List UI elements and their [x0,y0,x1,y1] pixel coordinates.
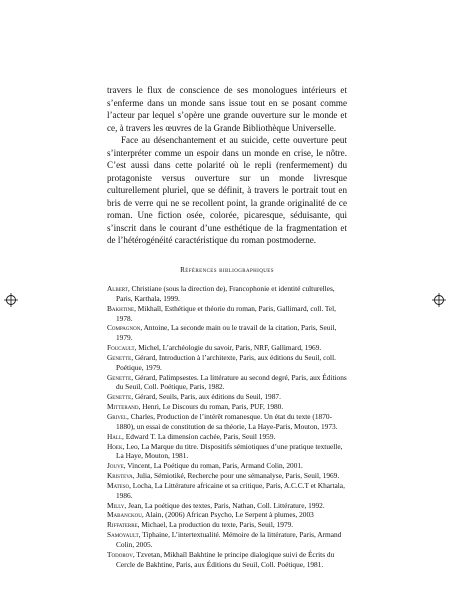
reference-entry [107,530,350,550]
reference-author: Hoek [107,441,123,451]
reference-author: Genette [107,392,132,402]
reference-details: , Mikhaïl, Esthétique et théorie du roman, Paris, Gallimard, coll. Tel, 1978. [116,303,336,323]
reference-entry [107,501,350,511]
reference-author: Genette [107,372,132,382]
reference-entry [107,304,350,324]
reference-author: Hall [107,431,123,441]
reference-details: , Leo, La Marque du titre. Dispositifs sémiotiques d’une pratique textuelle, La Haye, Mouton, 1981. [116,441,343,461]
reference-details: , Gérard, Seuils, Paris, aux éditions du Seuil, 1987. [131,392,281,402]
reference-author: Foucault [107,343,135,353]
reference-author: Grivel [107,411,128,421]
reference-author: Riffaterre [107,520,138,530]
reference-entry [107,343,350,353]
reference-author: Bakhtine [107,303,135,313]
body-paragraph: travers le flux de conscience de ses monologues intérieurs et s’enferme dans un monde sans issue tout en se posant comme l’acteur par lequel s’opère une grande ouverture sur le monde et ce, à travers les œuvres de la Grande Bibliothèque Universelle. [107,85,347,133]
references-heading [107,266,347,274]
body-paragraph: Face au désenchantement et au suicide, cette ouverture peut s’interpréter comme un espoir dans un monde en crise, le nôtre. C’est aussi dans cette polarité où le repli (renfermement) du protagoniste versus ouverture sur un monde livresque culturellement pluriel, que se définit, à travers le portrait tout en bris de verre qui ne se recollent point, la grande originalité de ce roman. Une fiction osée, colorée, picaresque, séduisante, qui s’inscrit dans le courant d’une esthétique de la fragmentation et de l’hétérogénéité caractéristique du roman postmoderne. [107,135,347,245]
reference-details: , Julia, Sémiotiké, Recherche pour une sémanalyse, Paris, Seuil, 1969. [132,471,340,481]
registration-mark-icon [4,293,18,307]
reference-details: , Locha, La Littérature africaine et sa critique, Paris, A.C.C.T et Khartala, 1986. [116,480,345,500]
reference-author: Compagnon [107,323,141,333]
reference-details: , Vincent, La Poétique du roman, Paris, Armand Colin, 2001. [123,461,303,471]
reference-entry [107,323,350,343]
reference-entry [107,550,350,570]
reference-entry [107,412,350,432]
reference-details: , Gérard, Palimpsestes. La littérature au second degré, Paris, aux Éditions du Seuil, Coll. Poétique, Paris, 1982. [116,372,347,392]
reference-details: , Jean, La poétique des textes, Paris, Nathan, Coll. Littérature, 1992. [124,500,325,510]
reference-details: , Antoine, La seconde main ou le travail de la citation, Paris, Seuil, 1979. [116,323,337,343]
reference-entry [107,353,350,373]
reference-entry [107,432,350,442]
reference-author: Mabanckou [107,510,142,520]
reference-entry [107,373,350,393]
reference-entry [107,461,350,471]
reference-author: Mateso [107,480,130,490]
body-text [107,84,347,247]
reference-entry [107,520,350,530]
reference-author: Milly [107,500,125,510]
references-list [107,284,350,569]
reference-details: , Edward T. La dimension cachée, Paris, Seuil 1959. [122,431,276,441]
reference-entry [107,510,350,520]
reference-author: Mitterand [107,402,139,412]
reference-entry [107,471,350,481]
reference-details: , Michel, L’archéologie du savoir, Paris, NRF, Gallimard, 1969. [134,343,322,353]
reference-author: Kristeva [107,471,133,481]
reference-entry [107,284,350,304]
references-heading-text: Références bibliographiques [180,266,274,274]
reference-details: , Christiane (sous la direction de), Francophonie et identité culturelles, Paris, Karthala, 1999. [116,284,335,303]
registration-mark-icon [432,293,446,307]
reference-author: Albert [107,284,128,293]
reference-details: , Charles, Production de l’intérêt romanesque. Un état du texte (1870-1880), un essai de constitution de sa théorie, La Haye-Paris, Mouton, 1973. [116,411,338,431]
reference-details: , Gérard, Introduction à l’architexte, Paris, aux éditions du Seuil, coll. Poétique, 1979. [116,352,336,372]
reference-entry [107,392,350,402]
reference-entry [107,402,350,412]
reference-entry [107,442,350,462]
reference-details: , Tiphaine, L’intertextualité. Mémoire de la littérature, Paris, Armand Colin, 2005. [116,530,342,549]
reference-author: Todorov [107,549,133,559]
reference-entry [107,481,350,501]
reference-author: Samoyault [107,530,139,540]
reference-details: , Michael, La production du texte, Paris, Seuil, 1979. [137,520,294,530]
reference-details: , Alain, (2006) African Psycho, Le Serpent à plumes, 2003 [141,510,314,520]
reference-details: , Henri, Le Discours du roman, Paris, PUF, 1980. [138,402,284,412]
reference-author: Jouve [107,461,124,471]
reference-author: Genette [107,352,132,362]
reference-details: , Tzvetan, Mikhaïl Bakhtine le principe dialogique suivi de Écrits du Cercle de Bakhtine, Paris, aux Éditions du Seuil, Coll. Poétique, 1981. [116,549,335,569]
